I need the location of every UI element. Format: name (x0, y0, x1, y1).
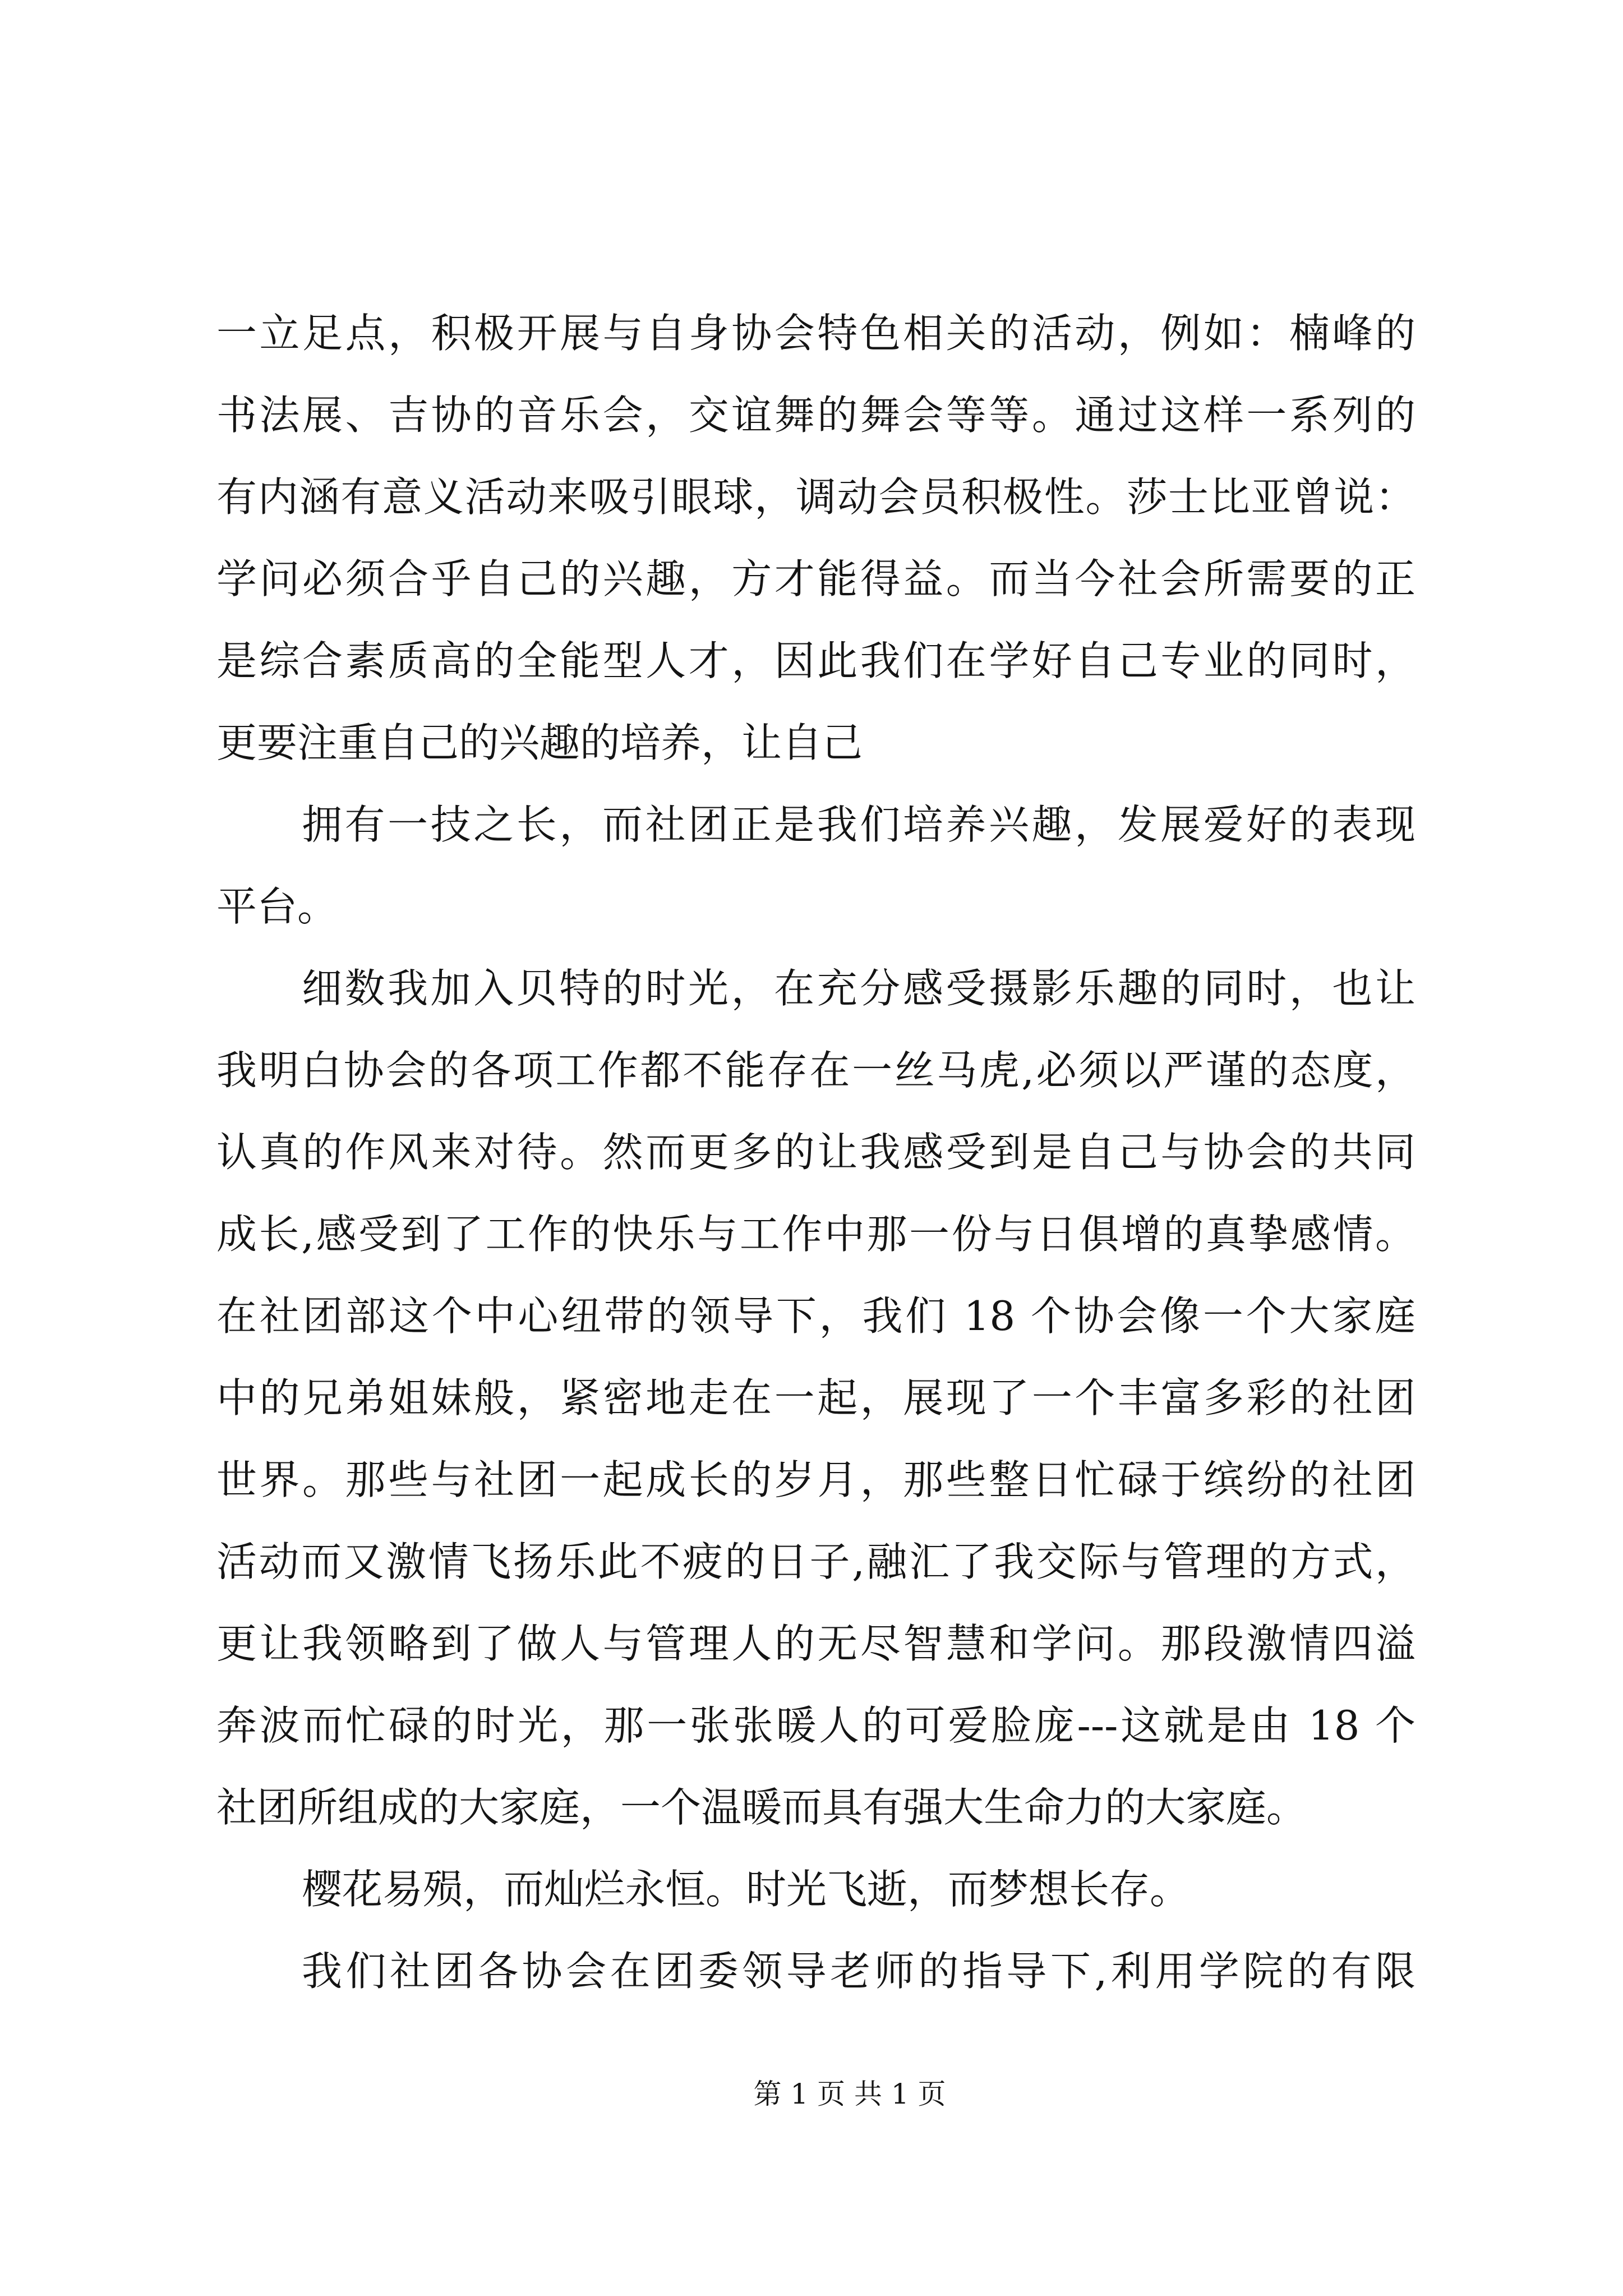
text-line: 中的兄弟姐妹般，紧密地走在一起，展现了一个丰富多彩的社团 (216, 1374, 1415, 1421)
text-line: 奔波而忙碌的时光，那一张张暖人的可爱脸庞---这就是由 18 个 (216, 1702, 1415, 1749)
paragraph (216, 1930, 1415, 2012)
text-line: 认真的作风来对待。然而更多的让我感受到是自己与协会的共同 (216, 1129, 1415, 1176)
page-footer: 第 1 页 共 1 页 (753, 2078, 946, 2110)
text-line: 学问必须合乎自己的兴趣，方才能得益。而当今社会所需要的正 (216, 555, 1415, 602)
text-line: 在社团部这个中心纽带的领导下，我们 18 个协会像一个大家庭 (216, 1292, 1415, 1340)
paragraph (216, 292, 1415, 784)
text-line: 细数我加入贝特的时光，在充分感受摄影乐趣的同时，也让 (302, 965, 1415, 1012)
body-text (216, 292, 1415, 2012)
paragraph (216, 784, 1415, 947)
text-line: 书法展、吉协的音乐会，交谊舞的舞会等等。通过这样一系列的 (216, 392, 1415, 439)
text-line: 我们社团各协会在团委领导老师的指导下,利用学院的有限 (302, 1948, 1415, 1995)
text-line: 更要注重自己的兴趣的培养，让自己 (216, 719, 863, 766)
text-line: 一立足点，积极开展与自身协会特色相关的活动，例如：楠峰的 (216, 310, 1415, 357)
text-line: 平台。 (216, 883, 338, 930)
paragraph (216, 947, 1415, 1848)
paragraph (216, 1848, 1415, 1930)
text-line: 是综合素质高的全能型人才，因此我们在学好自己专业的同时， (216, 637, 1415, 684)
text-line: 有内涵有意义活动来吸引眼球，调动会员积极性。莎士比亚曾说： (216, 473, 1415, 521)
text-line: 成长,感受到了工作的快乐与工作中那一份与日俱增的真挚感情。 (216, 1211, 1415, 1258)
text-line: 活动而又激情飞扬乐此不疲的日子,融汇了我交际与管理的方式， (216, 1538, 1415, 1585)
text-line: 社团所组成的大家庭，一个温暖而具有强大生命力的大家庭。 (216, 1784, 1307, 1831)
text-line: 樱花易殒，而灿烂永恒。时光飞逝，而梦想长存。 (302, 1866, 1191, 1913)
text-line: 更让我领略到了做人与管理人的无尽智慧和学问。那段激情四溢 (216, 1620, 1415, 1667)
text-line: 拥有一技之长，而社团正是我们培养兴趣，发展爱好的表现 (302, 801, 1415, 848)
text-line: 世界。那些与社团一起成长的岁月，那些整日忙碌于缤纷的社团 (216, 1456, 1415, 1503)
text-line: 我明白协会的各项工作都不能存在一丝马虎,必须以严谨的态度， (216, 1047, 1415, 1094)
